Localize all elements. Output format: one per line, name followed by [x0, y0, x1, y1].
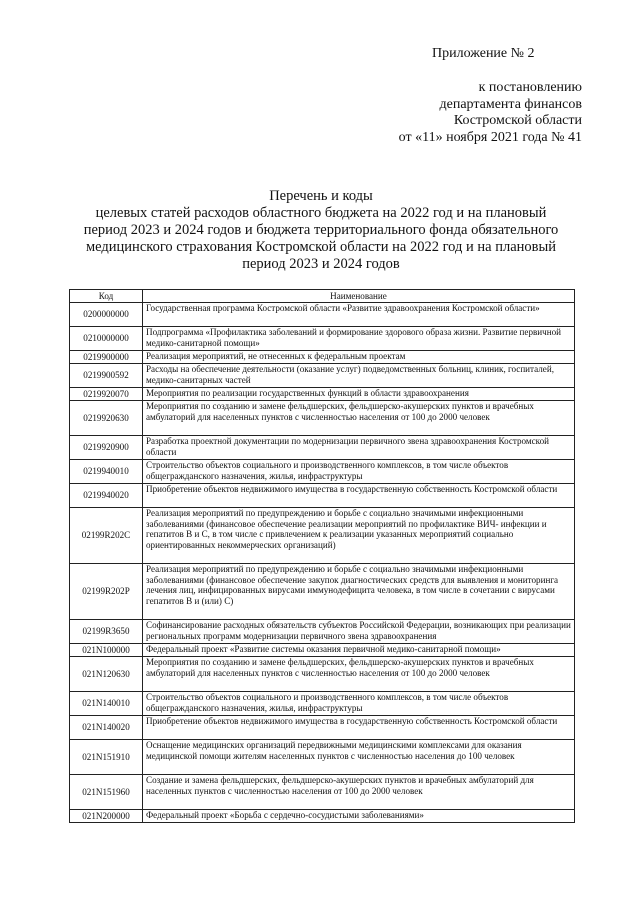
appendix-label: Приложение № 2 — [432, 46, 535, 61]
row-name: Подпрограмма «Профилактика заболеваний и формирование здорового образа жизни. Развитие первичной медико-санитарной помощи» — [143, 327, 575, 351]
row-code: 0200000000 — [70, 303, 143, 327]
table-row — [70, 692, 575, 716]
table-row — [70, 508, 575, 564]
row-code: 0219920070 — [70, 388, 143, 401]
row-code: 0219920630 — [70, 401, 143, 436]
row-code: 021N151960 — [70, 775, 143, 810]
row-name: Расходы на обеспечение деятельности (оказание услуг) подведомственных больниц, клиник, госпиталей, медико-санитарных частей — [143, 364, 575, 388]
table-row — [70, 810, 575, 823]
table-row — [70, 644, 575, 657]
row-name: Федеральный проект «Развитие системы оказания первичной медико-санитарной помощи» — [143, 644, 575, 657]
decree-reference — [322, 80, 582, 146]
title-line: период 2023 и 2024 годов — [242, 256, 400, 272]
row-code: 021N200000 — [70, 810, 143, 823]
row-name: Создание и замена фельдшерских, фельдшерско-акушерских пунктов и врачебных амбулаторий для населенных пунктов с численностью населения от 100 до 2000 человек — [143, 775, 575, 810]
table-row — [70, 364, 575, 388]
table-row — [70, 327, 575, 351]
decree-line: департамента финансов — [439, 96, 582, 112]
name-column-header: Наименование — [143, 290, 575, 303]
code-column-header: Код — [70, 290, 143, 303]
row-name: Реализация мероприятий по предупреждению и борьбе с социально значимыми инфекционными заболеваниями (финансовое обеспечение закупок диагностических средств для выявления и мониторинга лечения лиц, инфицированных вирусами иммунодефицита человека, в том числе в сочетании с вирусами гепатитов В и (или) С) — [143, 564, 575, 620]
target-items-table — [69, 289, 575, 823]
title-line: период 2023 и 2024 годов и бюджета территориального фонда обязательного — [83, 222, 559, 238]
row-name: Мероприятия по реализации государственных функций в области здравоохранения — [143, 388, 575, 401]
table-row — [70, 775, 575, 810]
row-code: 0210000000 — [70, 327, 143, 351]
table-row — [70, 351, 575, 364]
row-name: Мероприятия по созданию и замене фельдшерских, фельдшерско-акушерских пунктов и врачебных амбулаторий для населенных пунктов с численностью населения от 100 до 2000 человек — [143, 657, 575, 692]
row-code: 02199R3650 — [70, 620, 143, 644]
table-row — [70, 740, 575, 775]
row-name: Реализация мероприятий, не отнесенных к федеральным проектам — [143, 351, 575, 364]
table-row — [70, 401, 575, 436]
row-code: 021N140020 — [70, 716, 143, 740]
row-name: Приобретение объектов недвижимого имущества в государственную собственность Костромской области — [143, 484, 575, 508]
table-header-row — [70, 290, 575, 303]
row-code: 02199R202C — [70, 508, 143, 564]
row-code: 0219940020 — [70, 484, 143, 508]
row-name: Строительство объектов социального и производственного комплексов, в том числе объектов общегражданского назначения, жилья, инфраструктуры — [143, 460, 575, 484]
table-row — [70, 436, 575, 460]
row-code: 0219900592 — [70, 364, 143, 388]
row-name: Государственная программа Костромской области «Развитие здравоохранения Костромской области» — [143, 303, 575, 327]
decree-line: к постановлению — [478, 80, 582, 95]
title-line: медицинского страхования Костромской области на 2022 год и на плановый — [85, 239, 557, 255]
row-name: Федеральный проект «Борьба с сердечно-сосудистыми заболеваниями» — [143, 810, 575, 823]
row-code: 021N151910 — [70, 740, 143, 775]
row-code: 0219920900 — [70, 436, 143, 460]
row-name: Оснащение медицинских организаций передвижными медицинскими комплексами для оказания медицинской помощи жителям населенных пунктов с численностью населения до 100 человек — [143, 740, 575, 775]
table-row — [70, 388, 575, 401]
row-code: 021N120630 — [70, 657, 143, 692]
row-name: Реализация мероприятий по предупреждению и борьбе с социально значимыми инфекционными заболеваниями (финансовое обеспечение реализации мероприятий по профилактике ВИЧ- инфекции и гепатитов В и С, в том числе с привлечением к реализации указанных мероприятий социально ориентированных некоммерческих организаций) — [143, 508, 575, 564]
table-row — [70, 620, 575, 644]
row-name: Приобретение объектов недвижимого имущества в государственную собственность Костромской области — [143, 716, 575, 740]
title-line: целевых статей расходов областного бюджета на 2022 год и на плановый — [95, 205, 547, 221]
row-code: 021N140010 — [70, 692, 143, 716]
document-title — [60, 188, 582, 273]
title-line: Перечень и коды — [269, 188, 373, 204]
row-code: 0219900000 — [70, 351, 143, 364]
table-row — [70, 564, 575, 620]
row-code: 02199R202P — [70, 564, 143, 620]
row-code: 021N100000 — [70, 644, 143, 657]
table-row — [70, 484, 575, 508]
table-row — [70, 303, 575, 327]
table-row — [70, 716, 575, 740]
table-row — [70, 460, 575, 484]
table-row — [70, 657, 575, 692]
row-code: 0219940010 — [70, 460, 143, 484]
decree-line: от «11» ноября 2021 года № 41 — [398, 129, 582, 145]
row-name: Софинансирование расходных обязательств субъектов Российской Федерации, возникающих при реализации региональных программ модернизации первичного звена здравоохранения — [143, 620, 575, 644]
decree-line: Костромской области — [453, 113, 582, 128]
row-name: Строительство объектов социального и производственного комплексов, в том числе объектов общегражданского назначения, жилья, инфраструктуры — [143, 692, 575, 716]
row-name: Мероприятия по созданию и замене фельдшерских, фельдшерско-акушерских пунктов и врачебных амбулаторий для населенных пунктов с численностью населения от 100 до 2000 человек — [143, 401, 575, 436]
row-name: Разработка проектной документации по модернизации первичного звена здравоохранения Костромской области — [143, 436, 575, 460]
